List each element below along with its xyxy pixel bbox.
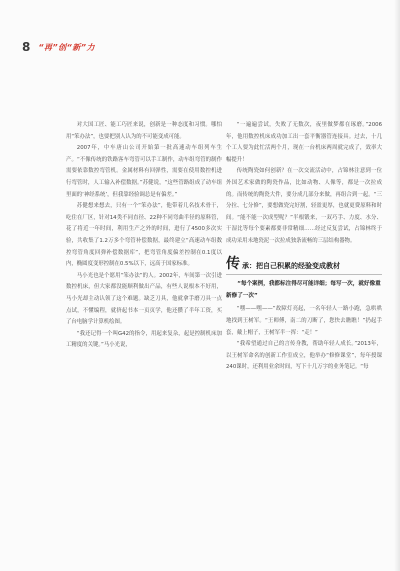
paragraph: 2007年，中车唐山公司开始第一批高速动车组列车生产。“不像传统的铁路客车弯管可以手工制作，动车组弯管的制作需要依靠数控弯管机。金属材料有回弹性，需要在使用数控机进行弯管时，人工输入补偿数据。”苏健说，“这些管路组成了动车组里面的‘神经系统’，但我靠经验调总是有偏差。” (66, 145, 222, 198)
section-heading-text: 承：把自己积累的经验变成教材 (242, 261, 340, 270)
paragraph: 苏健想来想去，只有一个“笨办法”，他带着几名技术骨干，吃住在厂区，针对14类不同直径、22种不同弯曲半径的原料管，花了将近一年时间，利用生产之外的时间，进行了4500多次实验，共收集了1.2万多个弯管补偿数据，最终建立“高速动车组数控弯管角度回弹补偿数据库”，把弯管角度偏差控制在0.1度以内，椭圆度变形控制在0.5%以下，远高于国家标准。 (66, 203, 222, 268)
heading-divider (226, 274, 382, 275)
page-edge-shadow (394, 0, 400, 571)
paragraph: “一遍遍尝试，失败了无数次，夜里做梦都在琢磨。”2006年，他用数控机床成功加工出一套平衡器管连接具。过去，十几个工人要为此忙活两个月，现在一台机床两周就完成了，效率大幅提升！ (226, 122, 382, 163)
left-column (66, 120, 222, 352)
page-number: 8 (22, 40, 31, 54)
paragraph: 马小光也是个愿用“笨办法”的人。2002年，车间第一次引进数控机床，但大家都没能顺利做出产品，有些人说根本不好用，马小光却主动认领了这个难题。缺乏刀具，他就拿手磨刀具一点点试，不懂编程，就挤起书本一页页学，他还攒了半年工资，买了台电脑学计算机绘图。 (66, 272, 222, 326)
paragraph: “我还记得一个叫G42的指令，用起来复杂，起是控制机床加工精度的关键。”马小光说， (66, 330, 222, 349)
paragraph: “嘿——嘿——”故障灯亮起，一名年轻人一路小跑，急哄哄地找到王树军。“王师傅，南二的刀断了，您快去瞧瞧！”扔起手套，戴上帽子，王树军半一挥：“走！” (226, 306, 382, 336)
section-heading-initial: 传 (226, 255, 240, 272)
section-quote: “每个案例，我都标注得尽可能详细；每写一次，就好像重新修了一次” (226, 281, 381, 299)
section-logo: “再”创“新”力 (38, 42, 95, 52)
paragraph: 对大国工匠、能工巧匠来说，创新是一种态度和习惯。哪怕用“笨办法”，也要把别人认为的不可能变成可能。 (66, 122, 222, 140)
paragraph: “我希望通过自己的言传身教，帮助年轻人成长。”2013年，以王树军命名的创新工作室成立，他举办“修修课堂”，每年授课240课时，还利用业余时间，写下十几万字的业务笔记。“每 (226, 341, 382, 371)
right-column (226, 120, 382, 374)
page-header (22, 40, 95, 54)
paragraph: 传统陶瓷如何创新？在一次交流活动中，占锦林注意到一位外国艺术家做的陶瓷作品，比如动物、人像等，都是一次拉成的。而传统的陶瓷大件，要分成几部分来做，再组合到一起。“三分拉、七分修”，要想做瓷完好割，轻盈更厚，也就更费原料和时间。“能不能一次成型呢？”半根锻来，一双巧手、力度、水分、干湿比等每个要素都要非常精细……经过反复尝试，占锦林终于成功采用未地瓷泥一次拉成独条流畅的三层结构器物。 (226, 168, 382, 244)
section-heading (226, 256, 382, 273)
